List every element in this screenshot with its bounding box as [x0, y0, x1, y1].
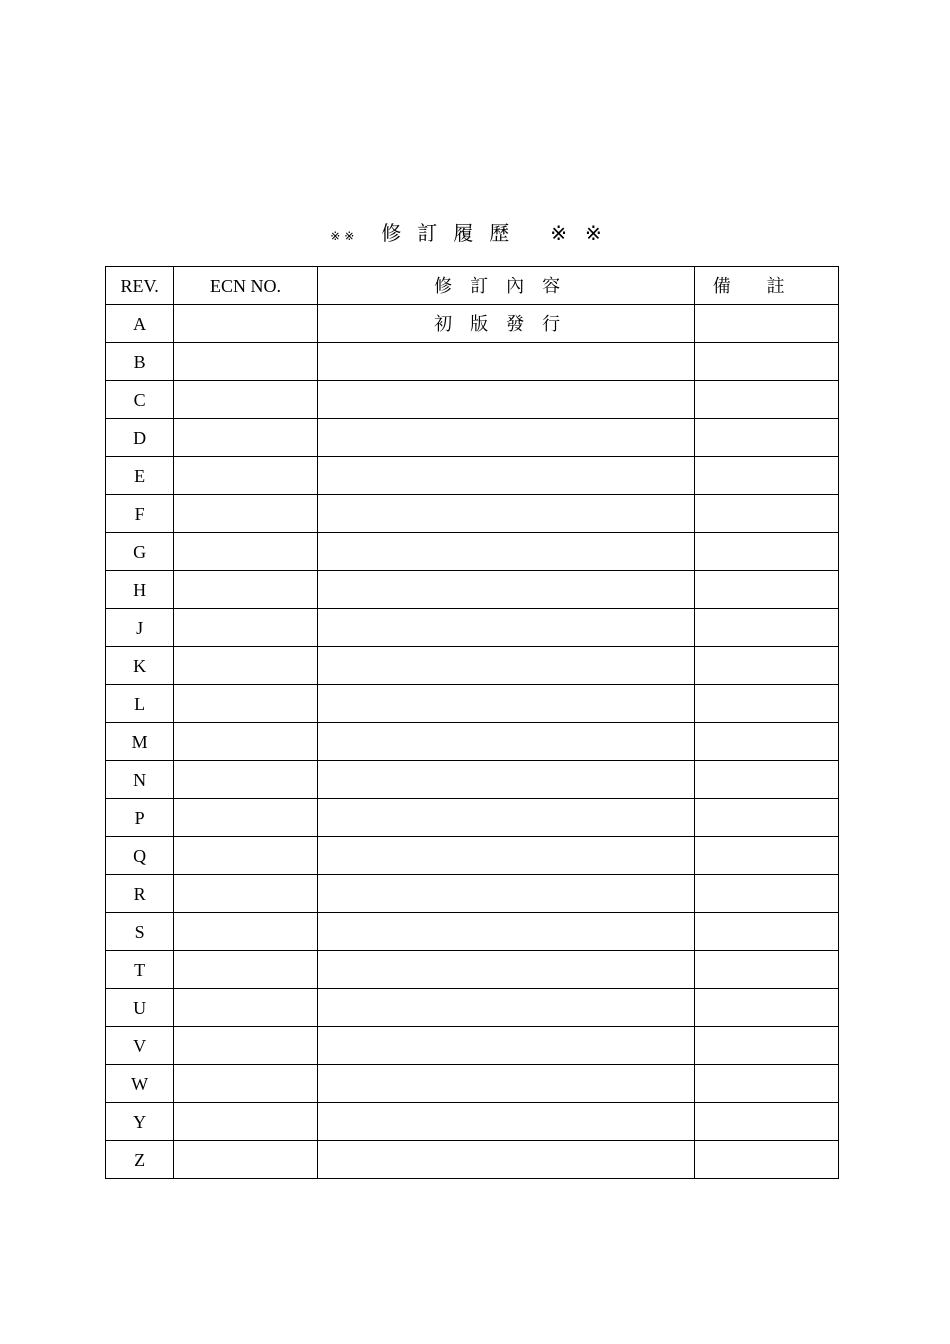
header-note: 備註	[695, 267, 839, 305]
table-header-row	[106, 267, 839, 305]
page-title	[0, 221, 950, 247]
content-cell	[317, 685, 695, 723]
table-row	[106, 647, 839, 685]
ecn-no-cell	[174, 343, 318, 381]
note-cell	[695, 343, 839, 381]
ecn-no-cell	[174, 837, 318, 875]
table-row	[106, 343, 839, 381]
ecn-no-cell	[174, 1065, 318, 1103]
note-cell	[695, 799, 839, 837]
note-cell	[695, 647, 839, 685]
table-row	[106, 761, 839, 799]
note-cell	[695, 723, 839, 761]
ecn-no-cell	[174, 647, 318, 685]
table-row	[106, 875, 839, 913]
table-row	[106, 799, 839, 837]
content-cell	[317, 723, 695, 761]
title-prefix-mark: ※※	[330, 229, 359, 243]
table-row	[106, 609, 839, 647]
rev-cell: V	[106, 1027, 174, 1065]
table-row	[106, 571, 839, 609]
table-row	[106, 419, 839, 457]
note-cell	[695, 913, 839, 951]
ecn-no-cell	[174, 875, 318, 913]
note-cell	[695, 1103, 839, 1141]
table-row	[106, 913, 839, 951]
note-cell	[695, 761, 839, 799]
table-row	[106, 305, 839, 343]
rev-cell: B	[106, 343, 174, 381]
rev-cell: J	[106, 609, 174, 647]
ecn-no-cell	[174, 1027, 318, 1065]
note-cell	[695, 1141, 839, 1179]
rev-cell: E	[106, 457, 174, 495]
rev-cell: S	[106, 913, 174, 951]
content-cell: 初版發行	[317, 305, 695, 343]
note-cell	[695, 875, 839, 913]
note-cell	[695, 381, 839, 419]
content-cell	[317, 913, 695, 951]
rev-cell: W	[106, 1065, 174, 1103]
rev-cell: Z	[106, 1141, 174, 1179]
note-cell	[695, 495, 839, 533]
header-content: 修訂內容	[317, 267, 695, 305]
rev-cell: U	[106, 989, 174, 1027]
ecn-no-cell	[174, 951, 318, 989]
content-cell	[317, 609, 695, 647]
content-cell	[317, 533, 695, 571]
content-cell	[317, 381, 695, 419]
content-cell	[317, 989, 695, 1027]
ecn-no-cell	[174, 533, 318, 571]
table-row	[106, 533, 839, 571]
ecn-no-cell	[174, 685, 318, 723]
ecn-no-cell	[174, 305, 318, 343]
revision-history-table	[105, 266, 839, 1179]
rev-cell: G	[106, 533, 174, 571]
content-cell	[317, 875, 695, 913]
rev-cell: M	[106, 723, 174, 761]
content-cell	[317, 951, 695, 989]
table-row	[106, 495, 839, 533]
ecn-no-cell	[174, 571, 318, 609]
note-cell	[695, 305, 839, 343]
ecn-no-cell	[174, 799, 318, 837]
rev-cell: C	[106, 381, 174, 419]
table-row	[106, 1027, 839, 1065]
note-cell	[695, 837, 839, 875]
note-cell	[695, 609, 839, 647]
content-cell	[317, 457, 695, 495]
content-cell	[317, 571, 695, 609]
rev-cell: K	[106, 647, 174, 685]
ecn-no-cell	[174, 1103, 318, 1141]
ecn-no-cell	[174, 989, 318, 1027]
content-cell	[317, 1141, 695, 1179]
content-cell	[317, 647, 695, 685]
table-row	[106, 1065, 839, 1103]
ecn-no-cell	[174, 723, 318, 761]
ecn-no-cell	[174, 1141, 318, 1179]
note-cell	[695, 533, 839, 571]
note-cell	[695, 989, 839, 1027]
rev-cell: Y	[106, 1103, 174, 1141]
table-row	[106, 723, 839, 761]
rev-cell: F	[106, 495, 174, 533]
note-cell	[695, 951, 839, 989]
table-row	[106, 381, 839, 419]
note-cell	[695, 685, 839, 723]
ecn-no-cell	[174, 609, 318, 647]
table-row	[106, 685, 839, 723]
title-text: 修訂履歷	[381, 223, 526, 245]
table-row	[106, 1141, 839, 1179]
note-cell	[695, 457, 839, 495]
ecn-no-cell	[174, 913, 318, 951]
ecn-no-cell	[174, 381, 318, 419]
table-body	[106, 305, 839, 1179]
content-cell	[317, 799, 695, 837]
table-row	[106, 1103, 839, 1141]
rev-cell: A	[106, 305, 174, 343]
content-cell	[317, 1103, 695, 1141]
rev-cell: D	[106, 419, 174, 457]
ecn-no-cell	[174, 457, 318, 495]
rev-cell: R	[106, 875, 174, 913]
content-cell	[317, 761, 695, 799]
content-cell	[317, 1027, 695, 1065]
rev-cell: Q	[106, 837, 174, 875]
rev-cell: T	[106, 951, 174, 989]
rev-cell: N	[106, 761, 174, 799]
title-suffix-mark: ※※	[550, 223, 620, 245]
ecn-no-cell	[174, 761, 318, 799]
content-cell	[317, 837, 695, 875]
rev-cell: P	[106, 799, 174, 837]
rev-cell: L	[106, 685, 174, 723]
table-row	[106, 989, 839, 1027]
note-cell	[695, 419, 839, 457]
ecn-no-cell	[174, 419, 318, 457]
header-rev: REV.	[106, 267, 174, 305]
table-row	[106, 457, 839, 495]
content-cell	[317, 1065, 695, 1103]
table-row	[106, 837, 839, 875]
note-cell	[695, 571, 839, 609]
note-cell	[695, 1065, 839, 1103]
ecn-no-cell	[174, 495, 318, 533]
content-cell	[317, 343, 695, 381]
table-row	[106, 951, 839, 989]
header-ecn-no: ECN NO.	[174, 267, 318, 305]
content-cell	[317, 419, 695, 457]
content-cell	[317, 495, 695, 533]
note-cell	[695, 1027, 839, 1065]
rev-cell: H	[106, 571, 174, 609]
